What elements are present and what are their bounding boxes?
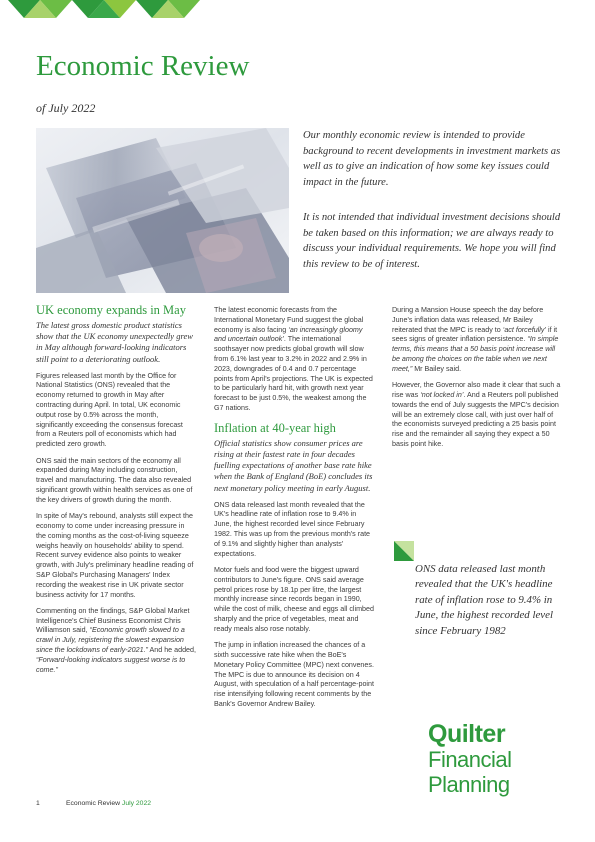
body-paragraph: ONS said the main sectors of the economy all expanded during May including construction, travel and manufacturing. The data also revealed significant growth within health services as one of the key drivers of growth during the month. [36, 456, 193, 504]
quote-triangle-icon [394, 541, 414, 561]
page-footer [36, 800, 151, 807]
body-paragraph: During a Mansion House speech the day before June's inflation data was released, Mr Bailey reiterated that the MPC is ready to ‘act forcefully’ if it sees signs of greater inflation persistence. “In simple terms, this means that a 50 basis point increase will be among the choices on the table when we next meet,” Mr Bailey said. [392, 306, 559, 373]
logo-line: Financial [428, 747, 512, 772]
quote-text: ‘an increasingly gloomy and uncertain outlook’ [214, 325, 363, 344]
logo-line: Quilter [428, 720, 506, 748]
body-paragraph: Motor fuels and food were the biggest upward contributors to June's figure. ONS said average petrol prices rose by 18.1p per litre, the largest monthly increase since records began in 1990, while the cost of milk, cheese and eggs all climbed sharply and the price of vegetables, meat and ready meals also rose notably. [214, 566, 374, 633]
body-paragraph: Commenting on the findings, S&P Global Market Intelligence's Chief Business Economist Chris Williamson said, “Economic growth slowed to a crawl in July, registering the slowest expansion since the lockdowns of early-2021.” And he added, “Forward-looking indicators suggest worse is to come.” [36, 606, 196, 674]
article-column-3 [392, 306, 564, 456]
article-column-2 [214, 306, 374, 716]
footer-date: July 2022 [121, 800, 152, 807]
quilter-logo [428, 722, 512, 797]
body-paragraph: In spite of May's rebound, analysts still expect the economy to come under increasing pressure in the coming months as the cost-of-living squeeze weighs heavily on households' ability to spend. Recent survey evidence also points to weaker growth, with July's preliminary headline reading of S&P Global's Purchasing Managers' Index recording the weakest rise in UK private sector business activity for 17 months. [36, 512, 194, 599]
section-heading: UK economy expands in May [36, 303, 186, 317]
page-number: 1 [36, 800, 40, 807]
logo-line: Planning [428, 772, 510, 797]
quote-text: ‘not locked in’ [420, 390, 464, 399]
body-paragraph: Figures released last month by the Office for National Statistics (ONS) revealed that the economy returned to growth in May after contracting during April. In total, UK economic output rose by 0.5% across the month, significantly exceeding the consensus forecast from a Reuters poll of economists which had predicted zero growth. [36, 371, 183, 449]
section-lead: Official statistics show consumer prices are rising at their fastest rate in four decades fuelling expectations of another base rate hike when the Bank of England (BoE) concludes its next monetary policy meeting in early August. [214, 437, 373, 493]
footer-title: Economic Review [66, 800, 121, 807]
body-paragraph: ONS data released last month revealed that the UK's headline rate of inflation rose to 9.4% in June, the highest recorded level since February 1982. This was up from the previous month's rate of 9.1% and slightly higher than analysts' expectations. [214, 500, 371, 558]
article-column-1 [36, 303, 196, 682]
intro-paragraph: It is not intended that individual investment decisions should be taken based on this information; we are always ready to discuss your individual requirements. We hope you will find this review to be of interest. [303, 212, 561, 270]
body-paragraph: The latest economic forecasts from the International Monetary Fund suggest the global economy is also facing ‘an increasingly gloomy and uncertain outlook’. The international soothsayer now predicts global growth will slow from 6.1% last year to 3.2% in 2022 and 2.9% in 2023, downgrades of 0.4 and 0.7 percentage points from April's projections. The UK is expected to be particularly hard hit, with growth next year forecast to be just 0.5%, the weakest among the G7 nations. [214, 306, 373, 412]
quote-text: “In simple terms, this means that a 50 basis point increase will be among the choices on the table when we next meet,” [392, 335, 559, 373]
section-lead: The latest gross domestic product statistics show that the UK economy unexpectedly grew in May although forward-looking indicators still point to a deteriorating outlook. [36, 319, 193, 364]
body-paragraph: However, the Governor also made it clear that such a rise was ‘not locked in’. And a Reuters poll published towards the end of July suggests the MPC's decision will be an extremely close call, with just over half of the economists surveyed predicting a 25 basis point rise and the remainder all saying they expect a 50 basis point hike. [392, 381, 561, 448]
quote-text: ‘act forcefully’ [502, 325, 546, 334]
pull-quote: ONS data released last month revealed that the UK's headline rate of inflation rose to 9.4% in June, the highest recorded level since February 1982 [415, 563, 553, 637]
quote-text: “Economic growth slowed to a crawl in July, registering the slowest expansion since the lockdowns of early-2021.” [36, 626, 185, 655]
decorative-triangles-band [0, 0, 200, 18]
banknotes-photo [36, 128, 289, 293]
body-paragraph: The jump in inflation increased the chances of a sixth successive rate hike when the BoE's Monetary Policy Committee (MPC) next convenes. The MPC is due to announce its decision on 4 August, with speculation of a half percentage-point rise intensifying following recent comments by the Bank's Governor Andrew Bailey. [214, 641, 374, 708]
issue-date: of July 2022 [36, 101, 96, 115]
section-heading: Inflation at 40-year high [214, 420, 336, 435]
intro-paragraph: Our monthly economic review is intended to provide background to recent developments in investment markets as well as to give an indication of how some key issues could impact in the future. [303, 130, 561, 188]
page-title: Economic Review [36, 50, 250, 82]
quote-text: “Forward-looking indicators suggest worse is to come.” [36, 655, 186, 674]
